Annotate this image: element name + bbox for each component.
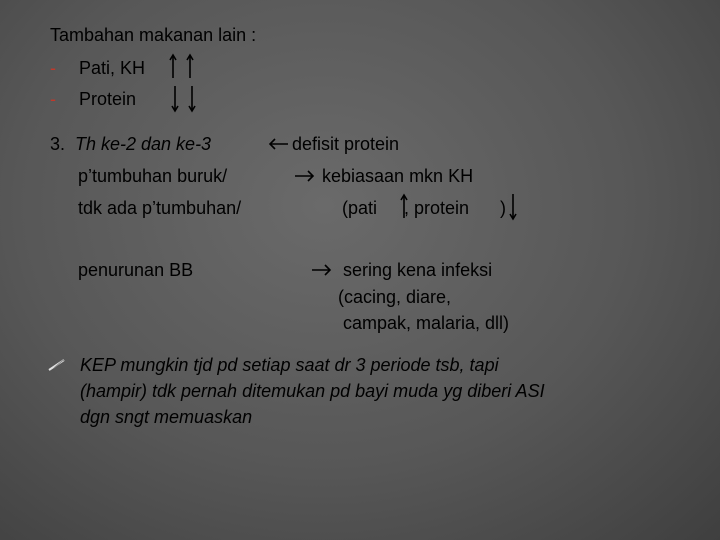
infection-line-2: (cacing, diare, [338, 287, 452, 307]
list-item-dash: - [50, 58, 56, 78]
list-item-dash: - [50, 89, 56, 109]
habit-text: kebiasaan mkn KH [322, 166, 474, 186]
point3-title: Th ke-2 dan ke-3 [75, 134, 212, 154]
point3-cause: defisit protein [292, 134, 400, 154]
right-arrow-icon [310, 260, 332, 280]
feather-bullet-icon [48, 358, 66, 372]
note-line-2: (hampir) tdk pernah ditemukan pd bayi muda yg diberi ASI [80, 381, 545, 401]
up-arrows-icon [168, 52, 198, 82]
point3-number: 3. [50, 134, 66, 154]
infection-line-3: campak, malaria, dll) [343, 313, 510, 333]
list-item-protein: Protein [79, 89, 137, 109]
down-arrows-icon [170, 84, 200, 114]
down-arrow-icon [507, 192, 519, 222]
no-growth-text: tdk ada p’tumbuhan/ [78, 198, 242, 218]
right-arrow-icon [293, 166, 315, 186]
pati-text: (pati [342, 198, 378, 218]
growth-poor-text: p’tumbuhan buruk/ [78, 166, 228, 186]
list-item-pati-kh: Pati, KH [79, 58, 146, 78]
infection-line-1: sering kena infeksi [343, 260, 493, 280]
weight-loss-text: penurunan BB [78, 260, 194, 280]
intro-heading: Tambahan makanan lain : [50, 25, 257, 45]
protein-text: , protein [404, 198, 470, 218]
note-line-3: dgn sngt memuaskan [80, 407, 253, 427]
close-paren: ) [500, 198, 506, 218]
left-arrow-icon [268, 134, 290, 154]
note-line-1: KEP mungkin tjd pd setiap saat dr 3 periode tsb, tapi [80, 355, 499, 375]
